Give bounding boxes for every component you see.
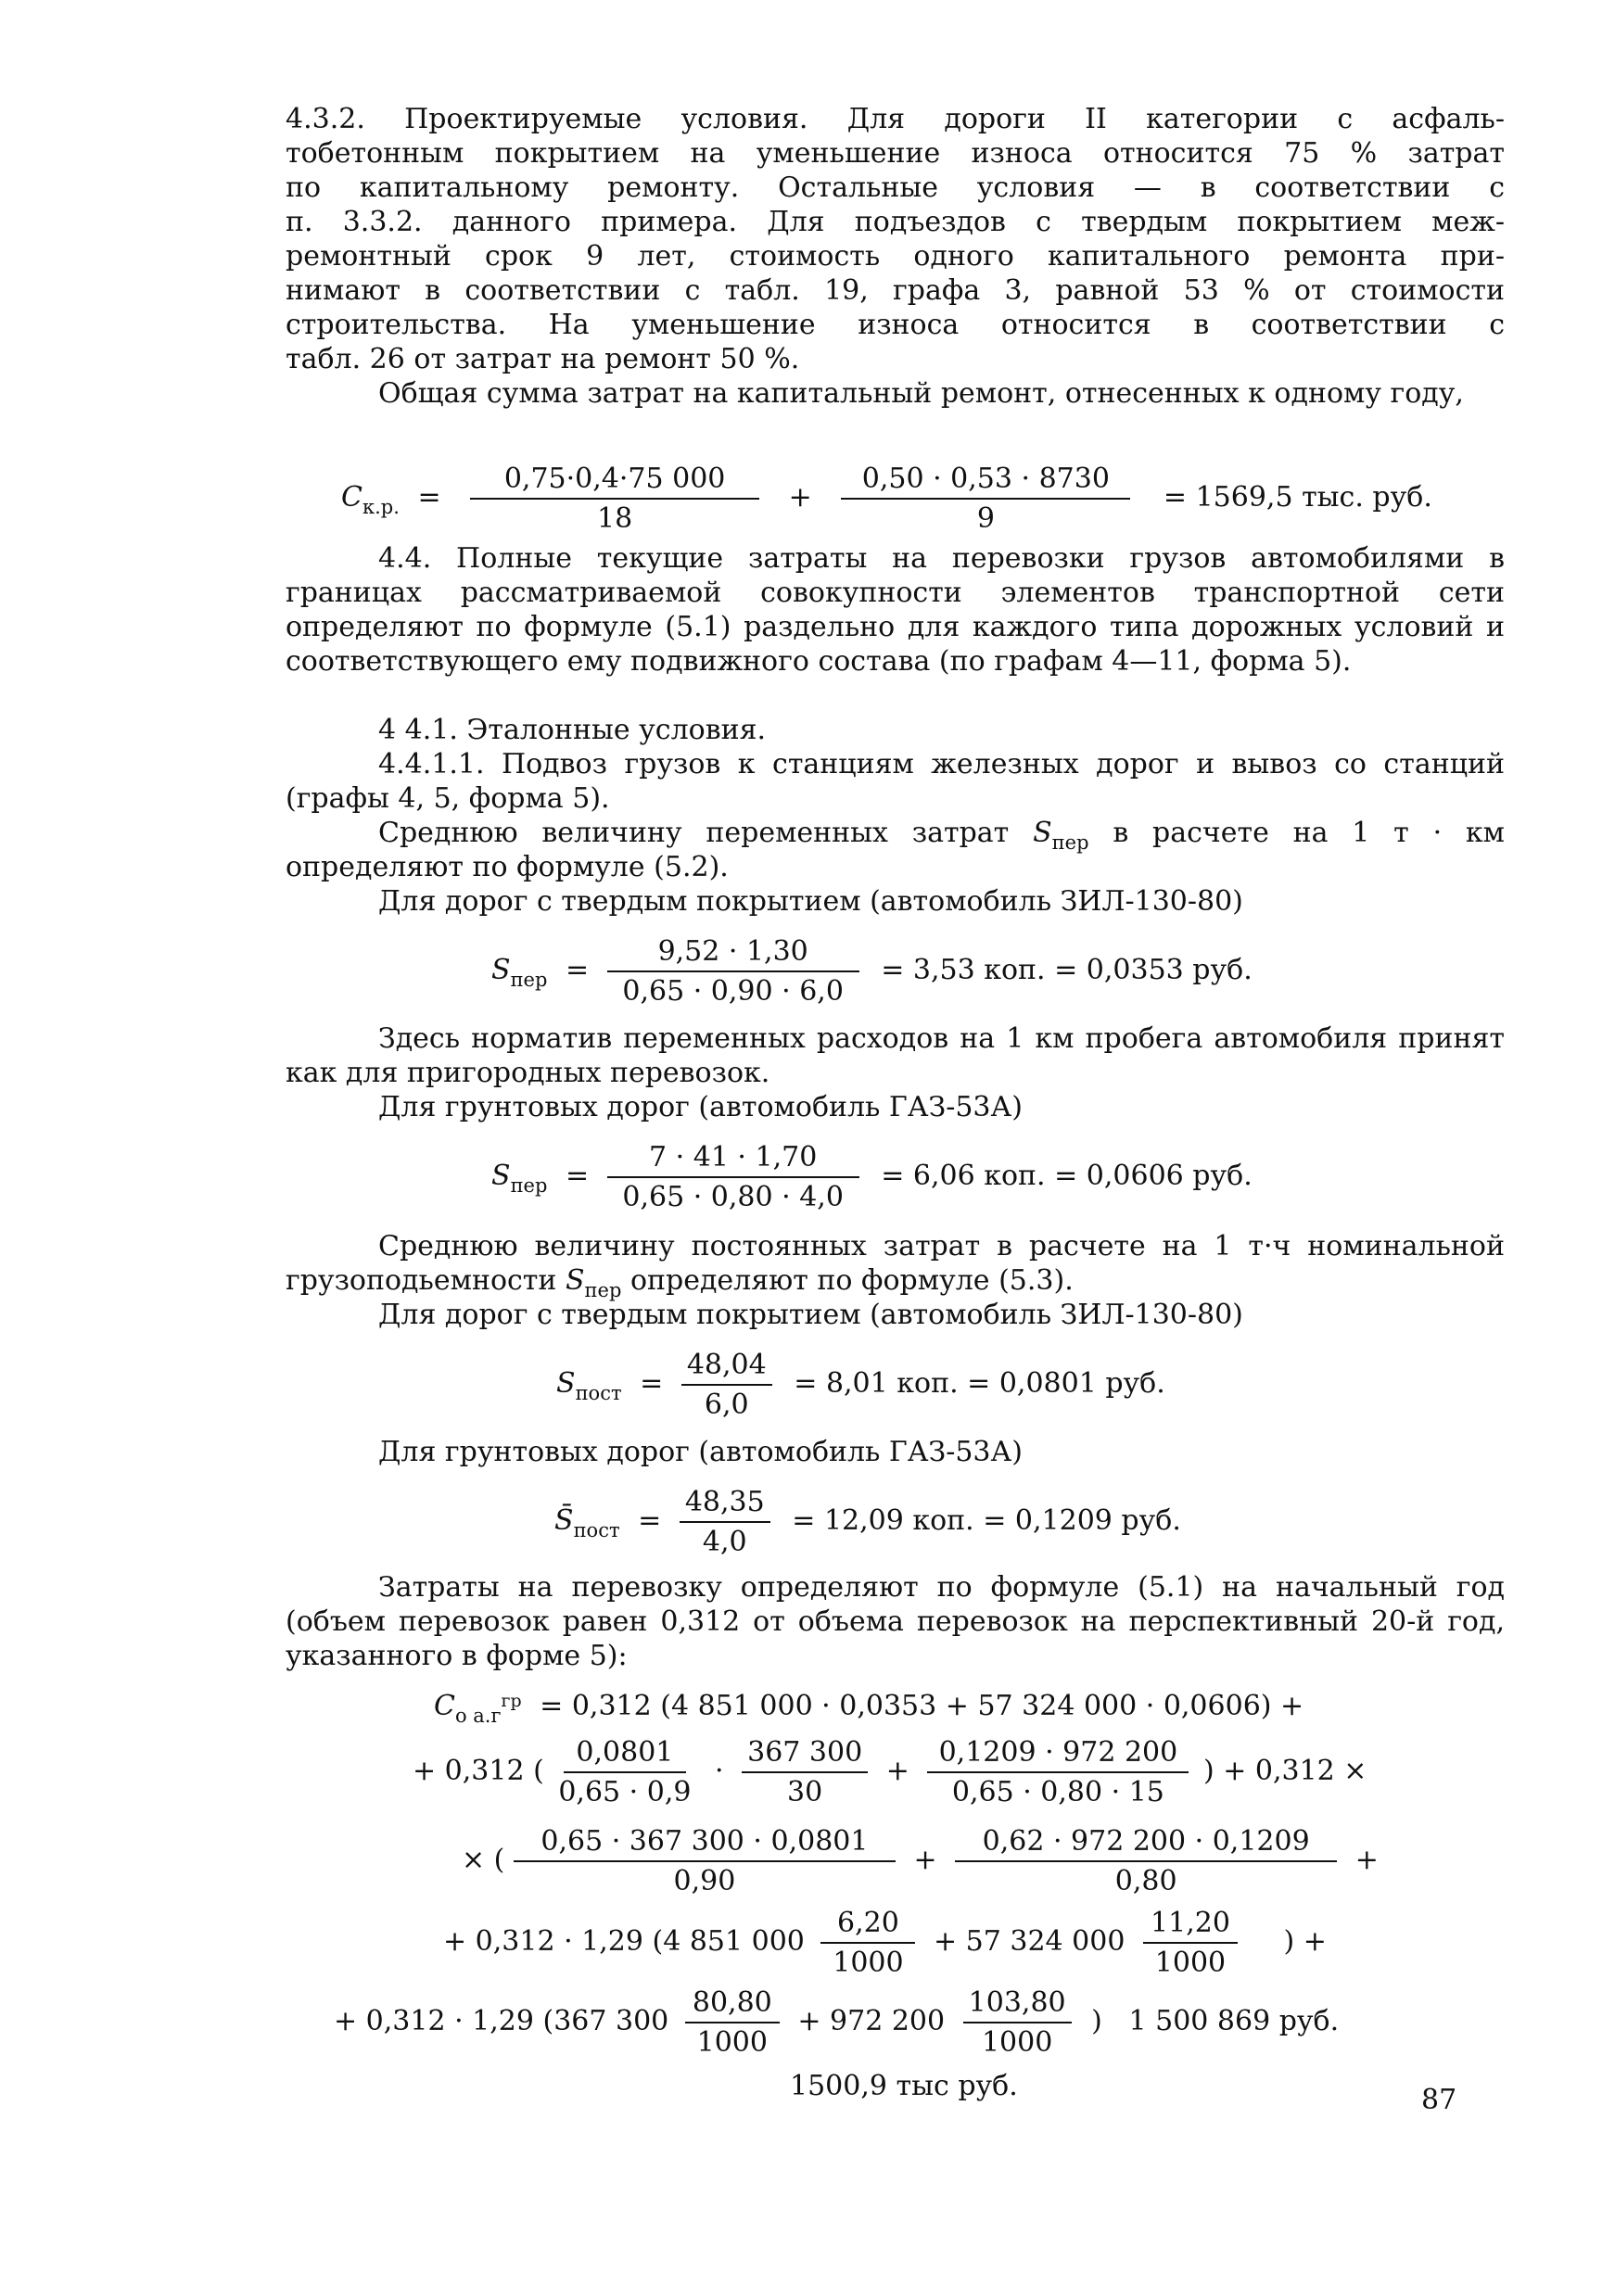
formula-text: + 57 324 000 xyxy=(933,1925,1125,1958)
formula-line-6: 1500,9 тыс руб. xyxy=(790,2070,1018,2102)
var-s: S xyxy=(1033,817,1052,849)
subscript: пер xyxy=(510,1174,548,1197)
numerator: 9,52 · 1,30 xyxy=(607,934,859,972)
formula-s-per-hard xyxy=(491,934,1253,1008)
formula-s-post-dirt xyxy=(554,1485,1181,1559)
subscript: пер xyxy=(1051,831,1089,854)
page-number: 87 xyxy=(1421,2084,1457,2116)
fraction xyxy=(514,1824,896,1898)
paragraph-fixed-costs xyxy=(286,1229,1505,1301)
equals-sign: = xyxy=(565,954,590,986)
numerator: 0,50 · 0,53 · 8730 xyxy=(841,462,1130,500)
multiply-dot: · xyxy=(715,1755,724,1787)
text-line: нимают в соответствии с табл. 19, графа 3, равной 53 % от стоимости xyxy=(286,274,1505,307)
equals-sign: = xyxy=(565,1160,590,1192)
equals-sign: = xyxy=(638,1504,662,1537)
denominator: 0,65 · 0,90 · 6,0 xyxy=(622,975,844,1008)
numerator: 0,1209 · 972 200 xyxy=(927,1735,1189,1773)
numerator: 80,80 xyxy=(685,1985,780,2023)
denominator: 1000 xyxy=(981,2026,1053,2059)
fraction xyxy=(685,1985,780,2060)
denominator: 0,80 xyxy=(1114,1865,1177,1897)
numerator: 103,80 xyxy=(963,1985,1072,2023)
paragraph-hard-surface-2: Для дорог с твердым покрытием (автомобиль ЗИЛ-130-80) xyxy=(378,1299,1243,1331)
text-run: определяют по формуле (5.3). xyxy=(629,1264,1074,1297)
numerator: 0,62 · 972 200 · 0,1209 xyxy=(955,1824,1337,1862)
var-c: C xyxy=(434,1690,455,1722)
paragraph-hard-surface: Для дорог с твердым покрытием (автомобиль ЗИЛ-130-80) xyxy=(378,885,1243,918)
formula-text: + 0,312 · 1,29 (4 851 000 xyxy=(443,1925,805,1958)
denominator: 1000 xyxy=(696,2026,768,2059)
text-line: по капитальному ремонту. Остальные условия — в соответствии с xyxy=(286,171,1505,204)
fraction xyxy=(681,1348,772,1422)
text-run: Среднюю величину переменных затрат xyxy=(378,817,1010,849)
formula-result: = 12,09 коп. = 0,1209 руб. xyxy=(792,1504,1181,1537)
var-s: S xyxy=(565,1264,585,1297)
paragraph-dirt-road: Для грунтовых дорог (автомобиль ГАЗ-53А) xyxy=(378,1091,1023,1123)
fraction xyxy=(963,1985,1072,2060)
numerator: 0,0801 xyxy=(564,1735,686,1773)
var-s: S xyxy=(491,954,511,986)
var-c: C xyxy=(341,481,362,514)
denominator: 1000 xyxy=(1154,1947,1227,1979)
denominator: 1000 xyxy=(833,1947,904,1979)
denominator: 9 xyxy=(976,502,995,535)
numerator: 6,20 xyxy=(820,1906,915,1944)
numerator: 0,65 · 367 300 · 0,0801 xyxy=(514,1824,896,1862)
formula-line-5 xyxy=(334,1985,1339,2060)
fraction xyxy=(680,1485,770,1559)
formula-result: = 8,01 коп. = 0,0801 руб. xyxy=(794,1367,1165,1400)
paragraph-4-4-1: 4 4.1. Эталонные условия. xyxy=(378,714,767,746)
denominator: 18 xyxy=(597,502,633,535)
numerator: 11,20 xyxy=(1143,1906,1238,1944)
subscript: пост xyxy=(575,1382,622,1404)
var-s-bar: S̄ xyxy=(554,1504,574,1537)
subscript: о а.г xyxy=(454,1705,502,1727)
text-run: Среднюю величину постоянных затрат в расчете на 1 т·ч номинальной грузоподьемности xyxy=(286,1230,1505,1297)
paragraph-norm: Здесь норматив переменных расходов на 1 км пробега автомобиля принят как для пригородных перевозок. xyxy=(286,1022,1505,1089)
plus-sign: + xyxy=(788,481,812,514)
text-line: ремонтный срок 9 лет, стоимость одного капитального ремонта при- xyxy=(286,240,1505,273)
numerator: 367 300 xyxy=(742,1735,868,1773)
var-s: S xyxy=(491,1160,511,1192)
subscript: к.р. xyxy=(362,496,400,518)
formula-line-1 xyxy=(434,1689,1304,1727)
formula-text: + 0,312 ( xyxy=(413,1755,544,1787)
superscript: гр xyxy=(501,1691,522,1711)
fraction xyxy=(607,934,859,1008)
fraction xyxy=(742,1735,868,1809)
text-line: тобетонным покрытием на уменьшение износа относится 75 % затрат xyxy=(286,137,1505,170)
plus-sign: + xyxy=(885,1755,909,1787)
denominator: 0,65 · 0,80 · 15 xyxy=(951,1776,1164,1808)
numerator: 0,75·0,4·75 000 xyxy=(470,462,759,500)
var-s: S xyxy=(556,1367,576,1400)
formula-text: × ( xyxy=(462,1844,505,1876)
paragraph-variable-costs xyxy=(286,816,1505,884)
text-line: 4.3.2. Проектируемые условия. Для дороги II категории с асфаль- xyxy=(286,103,1505,135)
numerator: 48,35 xyxy=(680,1485,770,1523)
formula-line-2 xyxy=(413,1735,1367,1809)
plus-sign: + xyxy=(913,1844,937,1876)
plus-sign: + xyxy=(1354,1844,1379,1876)
fraction xyxy=(607,1140,859,1214)
formula-capital-repair xyxy=(341,462,1432,536)
formula-s-post-hard xyxy=(556,1348,1165,1422)
fraction xyxy=(1143,1906,1238,1980)
equals-sign: = xyxy=(640,1367,664,1400)
subscript: пер xyxy=(510,969,548,991)
text-run: в расчете на 1 т · км определяют по формуле (5.2). xyxy=(286,817,1505,883)
fraction xyxy=(470,462,759,536)
formula-result: = 3,53 коп. = 0,0353 руб. xyxy=(881,954,1253,986)
formula-line-3 xyxy=(462,1824,1388,1898)
fraction xyxy=(553,1735,696,1809)
formula-line-4 xyxy=(443,1906,1327,1980)
formula-text: ) 1 500 869 руб. xyxy=(1091,2005,1340,2037)
denominator: 0,65 · 0,80 · 4,0 xyxy=(622,1181,844,1213)
paragraph-dirt-road-2: Для грунтовых дорог (автомобиль ГАЗ-53А) xyxy=(378,1436,1023,1468)
formula-text: ) + 0,312 × xyxy=(1202,1755,1367,1787)
formula-text: = 0,312 (4 851 000 · 0,0353 + 57 324 000 · 0,0606) + xyxy=(540,1690,1304,1722)
text-line: табл. 26 от затрат на ремонт 50 %. xyxy=(286,343,800,375)
formula-s-per-dirt xyxy=(491,1140,1253,1214)
paragraph-4-4: 4.4. Полные текущие затраты на перевозки грузов автомобилями в границах рассматриваемой совокупности элементов транспортной сети определяют по формуле (5.1) раздельно для каждого типа дорожных условий и соответствующего ему подвижного состава (по графам 4—11, форма 5). xyxy=(286,542,1505,678)
paragraph-transport-costs: Затраты на перевозку определяют по формуле (5.1) на начальный год (объем перевозок равен 0,312 от объема перевозок на перспективный 20-й год, указанного в форме 5): xyxy=(286,1571,1505,1672)
paragraph-total-cost: Общая сумма затрат на капитальный ремонт, отнесенных к одному году, xyxy=(378,377,1464,410)
fraction xyxy=(820,1906,915,1980)
denominator: 4,0 xyxy=(702,1526,747,1558)
fraction xyxy=(927,1735,1189,1809)
text-line: строительства. На уменьшение износа относится в соответствии с xyxy=(286,309,1505,341)
numerator: 7 · 41 · 1,70 xyxy=(607,1140,859,1178)
denominator: 30 xyxy=(787,1776,823,1808)
formula-text: ) + xyxy=(1283,1925,1327,1958)
subscript: пер xyxy=(584,1279,622,1301)
denominator: 6,0 xyxy=(704,1389,749,1421)
formula-result: = 1569,5 тыс. руб. xyxy=(1163,481,1432,514)
formula-result: = 6,06 коп. = 0,0606 руб. xyxy=(881,1160,1253,1192)
fraction xyxy=(955,1824,1337,1898)
equals-sign: = xyxy=(417,481,441,514)
fraction xyxy=(841,462,1130,536)
formula-text: + 972 200 xyxy=(797,2005,946,2037)
denominator: 0,65 · 0,9 xyxy=(558,1776,692,1808)
denominator: 0,90 xyxy=(673,1865,736,1897)
formula-text: + 0,312 · 1,29 (367 300 xyxy=(334,2005,669,2037)
paragraph-4-4-1-1: 4.4.1.1. Подвоз грузов к станциям железных дорог и вывоз со станций (графы 4, 5, форма 5). xyxy=(286,748,1505,815)
subscript: пост xyxy=(573,1519,620,1541)
numerator: 48,04 xyxy=(681,1348,772,1386)
text-line: п. 3.3.2. данного примера. Для подъездов с твердым покрытием меж- xyxy=(286,206,1505,238)
